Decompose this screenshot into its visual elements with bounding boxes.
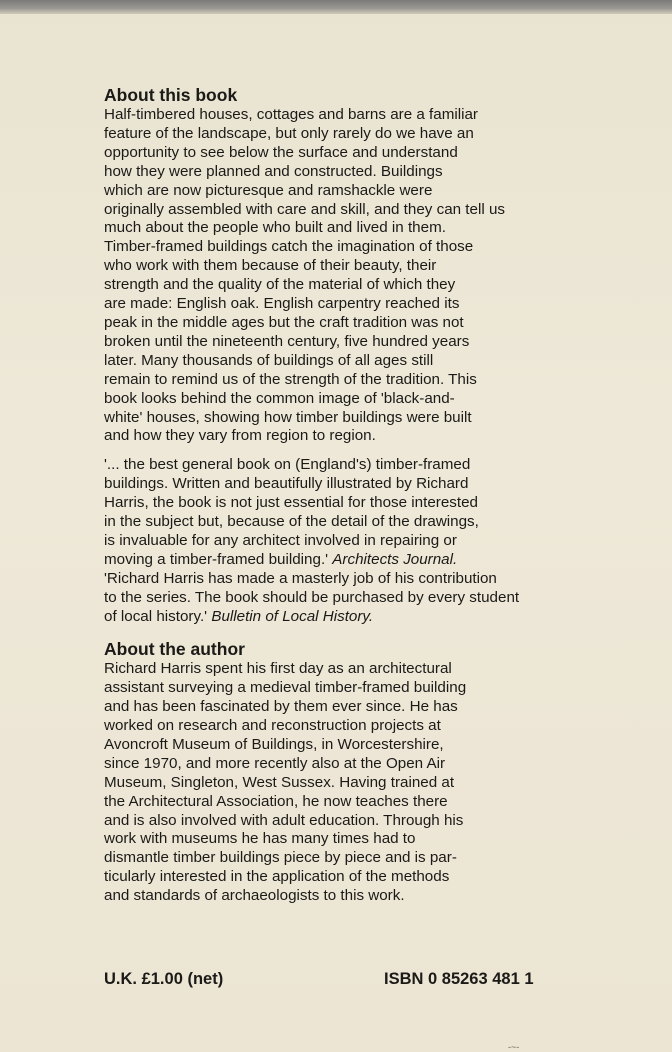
text-line: to the series. The book should be purchased by every student: [104, 589, 520, 607]
text-line: and standards of archaeologists to this work.: [104, 887, 405, 905]
text-line: work with museums he has many times had to: [104, 830, 416, 848]
quote-source: Architects Journal.: [332, 551, 458, 569]
section-gap: [104, 446, 594, 455]
text-line: who work with them because of their beauty, their: [104, 257, 437, 275]
text-line: buildings. Written and beautifully illustrated by Richard: [104, 475, 469, 493]
section-gap: [104, 626, 594, 638]
review-quotes: [104, 455, 594, 626]
text-line: Richard Harris spent his first day as an architectural: [104, 660, 452, 678]
cover-top-edge: [0, 0, 672, 14]
text-line: book looks behind the common image of 'black-and-: [104, 389, 455, 407]
text-line: peak in the middle ages but the craft tradition was not: [104, 313, 464, 331]
about-book-heading: About this book: [104, 85, 238, 105]
text-line: white' houses, showing how timber buildings were built: [104, 408, 472, 426]
quote-last-line: [104, 550, 594, 569]
text-line: Timber-framed buildings catch the imagination of those: [104, 238, 474, 256]
print-smudge: -~-: [508, 1042, 520, 1052]
text-line: since 1970, and more recently also at the Open Air: [104, 754, 446, 772]
text-line: '... the best general book on (England's) timber-framed: [104, 456, 471, 474]
text-line: feature of the landscape, but only rarely do we have an: [104, 124, 474, 142]
back-cover-text: [104, 84, 594, 906]
text-line: later. Many thousands of buildings of all ages still: [104, 351, 434, 369]
text-line: remain to remind us of the strength of the tradition. This: [104, 370, 477, 388]
text-line: and is also involved with adult education. Through his: [104, 811, 464, 829]
text-line: Harris, the book is not just essential for those interested: [104, 494, 478, 512]
text-line: worked on research and reconstruction projects at: [104, 717, 441, 735]
text-line: much about the people who built and lived in them.: [104, 219, 446, 237]
isbn-label: ISBN 0 85263 481 1: [384, 970, 534, 988]
text-line: Museum, Singleton, West Sussex. Having trained at: [104, 773, 455, 791]
review-quote: [104, 455, 594, 569]
price-label: U.K. £1.00 (net): [104, 970, 224, 988]
about-author-heading: About the author: [104, 639, 245, 660]
review-quote: [104, 569, 594, 626]
text-line: in the subject but, because of the detail of the drawings,: [104, 513, 479, 531]
about-book-body: [104, 106, 594, 446]
text-line: originally assembled with care and skill, and they can tell us: [104, 200, 505, 218]
text-line: assistant surveying a medieval timber-framed building: [104, 679, 467, 697]
about-author-body: [104, 660, 594, 906]
quote-text: moving a timber-framed building.': [104, 551, 329, 569]
text-line: 'Richard Harris has made a masterly job of his contribution: [104, 570, 497, 588]
text-line: dismantle timber buildings piece by piece and is par-: [104, 849, 457, 867]
text-line: ticularly interested in the application of the methods: [104, 868, 450, 886]
text-line: opportunity to see below the surface and understand: [104, 143, 458, 161]
text-line: are made: English oak. English carpentry reached its: [104, 295, 460, 313]
text-line: is invaluable for any architect involved in repairing or: [104, 532, 457, 550]
quote-last-line: [104, 607, 594, 626]
text-line: Avoncroft Museum of Buildings, in Worcestershire,: [104, 735, 444, 753]
text-line: broken until the nineteenth century, five hundred years: [104, 332, 470, 350]
quote-text: of local history.': [104, 608, 208, 626]
text-line: and how they vary from region to region.: [104, 427, 376, 445]
text-line: and has been fascinated by them ever since. He has: [104, 698, 458, 716]
text-line: which are now picturesque and ramshackle were: [104, 181, 433, 199]
text-line: the Architectural Association, he now teaches there: [104, 792, 448, 810]
quote-source: Bulletin of Local History.: [211, 608, 374, 626]
text-line: Half-timbered houses, cottages and barns are a familiar: [104, 106, 478, 123]
text-line: strength and the quality of the material of which they: [104, 276, 456, 294]
text-line: how they were planned and constructed. Buildings: [104, 162, 443, 180]
